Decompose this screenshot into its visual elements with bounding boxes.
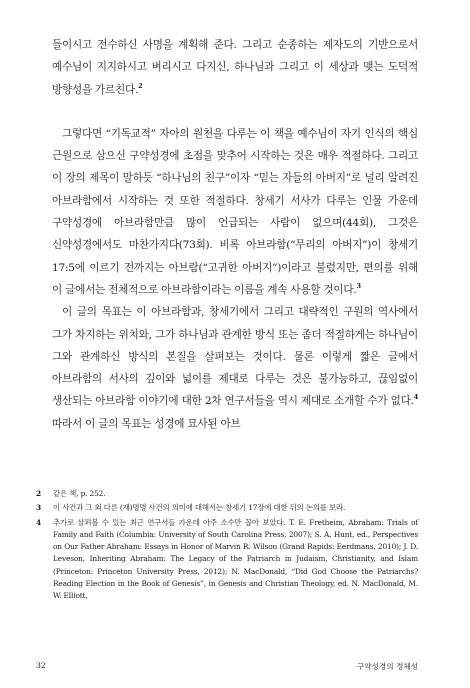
footnote-ref-4[interactable]: 4 xyxy=(413,393,418,402)
paragraph-2-text: 그렇다면 “기독교적” 자아의 원천을 다루는 이 책을 예수님이 자기 인식의 핵심 근원으로 삼으신 구약성경에 초점을 맞추어 시작하는 것은 매우 적절하다. 그리고 이 장의 제목이 말하듯 “하나님의 친구”이자 “믿는 자들의 아버지”로 널리 알려진 아브라함에서 시작하는 것 또한 적절하다. 창세기 서사가 다루는 인물 가운데 구약성경에 아브라함만큼 많이 언급되는 사람이 없으며(44회), 그것은 신약성경에서도 마찬가지다(73회). 비록 아브라함(“무리의 아버지”)이 창세기 17:5에 이르기 전까지는 아브람(“고귀한 아버지”)이라고 불렸지만, 편의를 위해 이 글에서는 전체적으로 아브라함이라는 이름을 계속 사용할 것이다. xyxy=(52,127,418,296)
paragraph-3 xyxy=(52,301,418,435)
footnote-3 xyxy=(36,502,418,514)
footnote-text: 이 사건과 그 외 다른 (재)명명 사건의 의미에 대해서는 창세기 17장에 대한 뒤의 논의를 보라. xyxy=(53,503,346,513)
footnote-4 xyxy=(36,517,418,603)
footnote-ref-3[interactable]: 3 xyxy=(356,281,361,290)
footnote-ref-2[interactable]: 2 xyxy=(138,81,143,90)
paragraph-gap xyxy=(52,101,418,123)
paragraph-3-tail: 따라서 이 글의 목표는 성경에 묘사된 아브 xyxy=(52,417,241,430)
paragraph-1 xyxy=(52,34,418,101)
paragraph-2 xyxy=(52,123,418,301)
footnotes xyxy=(36,488,418,605)
paragraph-3-text: 이 글의 목표는 이 아브라함과, 창세기에서 그리고 대략적인 구원의 역사에서 그가 차지하는 위치와, 그가 하나님과 관계한 방식 또는 좀더 적절하게는 하나님이 그와 관계하신 방식의 본질을 살펴보는 것이다. 물론 이렇게 짧은 글에서 아브라함의 서사의 깊이와 넓이를 제대로 다루는 것은 불가능하고, 끊임없이 생산되는 아브라함 이야기에 대한 2차 연구서들을 역시 제대로 소개할 수가 없다. xyxy=(52,306,418,408)
footnote-text: 같은 책, p. 252. xyxy=(53,489,106,498)
footnote-number: 2 xyxy=(36,489,41,498)
body-text xyxy=(52,34,418,435)
footnote-number: 4 xyxy=(36,517,41,527)
footnote-number: 3 xyxy=(36,503,41,513)
running-title: 구약성경의 정체성 xyxy=(356,662,418,671)
page-footer xyxy=(36,661,418,672)
paragraph-1-text: 들이시고 전수하신 사명을 계획해 준다. 그리고 순종하는 제자도의 기반으로서 예수님이 지지하시고 벼리시고 다지신, 하나님과 그리고 이 세상과 맺는 도덕적 방향성을 가르친다. xyxy=(52,39,418,96)
footnote-text: 추가로 살펴볼 수 있는 최근 연구서들 가운데 아주 소수만 꼽아 보았다. T. E. Fretheim, Abraham: Trials of Family and Faith (Columbia: University of South Carolina Press, 2007); S. A. Hunt, ed., Perspectives on Our Father Abraham: Essays in Honor of Marvin R. Wilson (Grand Rapids: Eerdmans, 2010); J. D. Leveson, Inheriting Abraham: The Legacy of the Patriarch in Judaism, Christianity, and Islam (Princeton: Princeton University Press, 2012); N. MacDonald, “Did God Choose the Patriarchs? Reading Election in the Book of Genesis”, in Genesis and Christian Theology, ed. N. MacDonald, M. W. Elliott, xyxy=(53,517,418,601)
page-number: 32 xyxy=(36,661,46,670)
footnote-2 xyxy=(36,488,418,500)
